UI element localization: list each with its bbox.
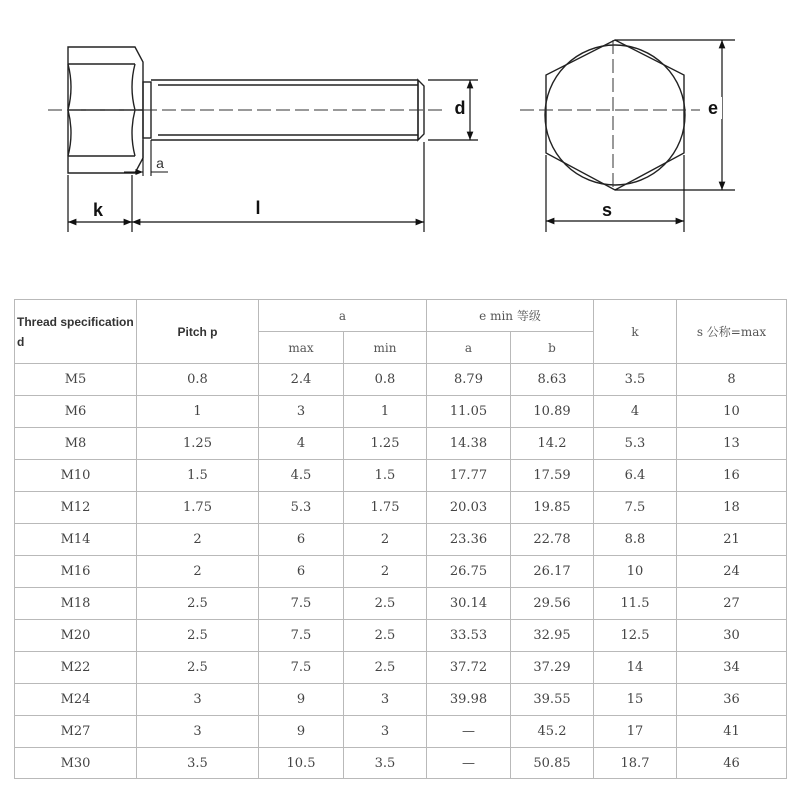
- a-max-cell: 9: [259, 684, 344, 716]
- s-cell: 21: [677, 524, 787, 556]
- s-cell: 8: [677, 364, 787, 396]
- e-min-a-cell: 11.05: [427, 396, 511, 428]
- k-cell: 10: [594, 556, 677, 588]
- a-min-cell: 3: [344, 684, 427, 716]
- header-thread-specification: [15, 300, 137, 364]
- a-min-cell: 2.5: [344, 588, 427, 620]
- pitch-cell: 3.5: [137, 748, 259, 779]
- table-row: [15, 556, 787, 588]
- a-max-cell: 7.5: [259, 588, 344, 620]
- a-min-cell: 1: [344, 396, 427, 428]
- a-max-cell: 4: [259, 428, 344, 460]
- s-cell: 16: [677, 460, 787, 492]
- pitch-cell: 1: [137, 396, 259, 428]
- dimension-d-label: d: [454, 98, 466, 118]
- dimension-l: [132, 142, 424, 232]
- dimension-a-label: a: [156, 155, 164, 171]
- a-min-cell: 1.75: [344, 492, 427, 524]
- pitch-cell: 1.5: [137, 460, 259, 492]
- bolt-specification-table: [14, 299, 787, 779]
- a-max-cell: 6: [259, 524, 344, 556]
- dimension-l-label: l: [255, 198, 261, 218]
- a-min-cell: 0.8: [344, 364, 427, 396]
- k-cell: 17: [594, 716, 677, 748]
- k-cell: 18.7: [594, 748, 677, 779]
- table-row: [15, 364, 787, 396]
- header-a: a: [259, 300, 427, 332]
- e-min-b-cell: 26.17: [511, 556, 594, 588]
- k-cell: 12.5: [594, 620, 677, 652]
- thread-size-cell: M27: [15, 716, 137, 748]
- table-row: [15, 396, 787, 428]
- k-cell: 15: [594, 684, 677, 716]
- s-cell: 27: [677, 588, 787, 620]
- a-max-cell: 10.5: [259, 748, 344, 779]
- thread-size-cell: M5: [15, 364, 137, 396]
- pitch-cell: 1.75: [137, 492, 259, 524]
- s-cell: 41: [677, 716, 787, 748]
- pitch-cell: 3: [137, 684, 259, 716]
- a-max-cell: 6: [259, 556, 344, 588]
- thread-size-cell: M30: [15, 748, 137, 779]
- table-row: [15, 460, 787, 492]
- e-min-a-cell: —: [427, 748, 511, 779]
- e-min-a-cell: 23.36: [427, 524, 511, 556]
- e-min-a-cell: 33.53: [427, 620, 511, 652]
- header-a-max: max: [259, 332, 344, 364]
- a-max-cell: 4.5: [259, 460, 344, 492]
- e-min-b-cell: 19.85: [511, 492, 594, 524]
- header-thread-label: Thread specification: [17, 314, 134, 329]
- e-min-a-cell: 37.72: [427, 652, 511, 684]
- header-a-min: min: [344, 332, 427, 364]
- a-min-cell: 1.5: [344, 460, 427, 492]
- s-cell: 24: [677, 556, 787, 588]
- pitch-cell: 2.5: [137, 588, 259, 620]
- a-min-cell: 2.5: [344, 652, 427, 684]
- e-min-b-cell: 32.95: [511, 620, 594, 652]
- e-min-a-cell: 17.77: [427, 460, 511, 492]
- pitch-cell: 1.25: [137, 428, 259, 460]
- s-cell: 36: [677, 684, 787, 716]
- header-e-grade-b: b: [511, 332, 594, 364]
- table-row: [15, 524, 787, 556]
- a-min-cell: 2.5: [344, 620, 427, 652]
- table-row: [15, 652, 787, 684]
- k-cell: 6.4: [594, 460, 677, 492]
- pitch-cell: 3: [137, 716, 259, 748]
- e-min-a-cell: 14.38: [427, 428, 511, 460]
- s-cell: 30: [677, 620, 787, 652]
- pitch-cell: 2: [137, 524, 259, 556]
- a-min-cell: 1.25: [344, 428, 427, 460]
- a-min-cell: 2: [344, 524, 427, 556]
- header-pitch: Pitch p: [137, 300, 259, 364]
- table-row: [15, 684, 787, 716]
- a-max-cell: 7.5: [259, 620, 344, 652]
- pitch-cell: 2.5: [137, 620, 259, 652]
- thread-size-cell: M8: [15, 428, 137, 460]
- thread-size-cell: M6: [15, 396, 137, 428]
- table-row: [15, 492, 787, 524]
- thread-size-cell: M18: [15, 588, 137, 620]
- a-min-cell: 2: [344, 556, 427, 588]
- k-cell: 8.8: [594, 524, 677, 556]
- e-min-b-cell: 29.56: [511, 588, 594, 620]
- thread-size-cell: M16: [15, 556, 137, 588]
- thread-size-cell: M10: [15, 460, 137, 492]
- e-min-b-cell: 17.59: [511, 460, 594, 492]
- e-min-b-cell: 50.85: [511, 748, 594, 779]
- thread-size-cell: M24: [15, 684, 137, 716]
- a-min-cell: 3.5: [344, 748, 427, 779]
- thread-size-cell: M12: [15, 492, 137, 524]
- thread-size-cell: M20: [15, 620, 137, 652]
- pitch-cell: 2.5: [137, 652, 259, 684]
- pitch-cell: 2: [137, 556, 259, 588]
- a-max-cell: 3: [259, 396, 344, 428]
- dimension-k-label: k: [92, 200, 104, 220]
- k-cell: 5.3: [594, 428, 677, 460]
- s-cell: 46: [677, 748, 787, 779]
- table-body: [15, 364, 787, 779]
- e-min-b-cell: 8.63: [511, 364, 594, 396]
- a-min-cell: 3: [344, 716, 427, 748]
- bolt-dimension-drawing: [0, 0, 800, 260]
- table-row: [15, 428, 787, 460]
- k-cell: 3.5: [594, 364, 677, 396]
- bolt-head-end-view: [520, 40, 700, 190]
- bolt-diagram-svg: [0, 0, 800, 260]
- table-header: [15, 300, 787, 364]
- table-row: [15, 588, 787, 620]
- k-cell: 4: [594, 396, 677, 428]
- a-max-cell: 7.5: [259, 652, 344, 684]
- s-cell: 34: [677, 652, 787, 684]
- e-min-a-cell: 26.75: [427, 556, 511, 588]
- s-cell: 13: [677, 428, 787, 460]
- e-min-a-cell: —: [427, 716, 511, 748]
- e-min-b-cell: 10.89: [511, 396, 594, 428]
- header-thread-d: d: [17, 334, 25, 349]
- a-max-cell: 5.3: [259, 492, 344, 524]
- s-cell: 18: [677, 492, 787, 524]
- dimension-s-label: s: [601, 200, 613, 220]
- e-min-b-cell: 14.2: [511, 428, 594, 460]
- k-cell: 11.5: [594, 588, 677, 620]
- header-e-min: e min 等级: [427, 300, 594, 332]
- thread-size-cell: M22: [15, 652, 137, 684]
- a-max-cell: 9: [259, 716, 344, 748]
- k-cell: 14: [594, 652, 677, 684]
- e-min-a-cell: 8.79: [427, 364, 511, 396]
- thread-size-cell: M14: [15, 524, 137, 556]
- table-row: [15, 620, 787, 652]
- e-min-b-cell: 37.29: [511, 652, 594, 684]
- e-min-b-cell: 45.2: [511, 716, 594, 748]
- s-cell: 10: [677, 396, 787, 428]
- e-min-b-cell: 22.78: [511, 524, 594, 556]
- e-min-a-cell: 20.03: [427, 492, 511, 524]
- k-cell: 7.5: [594, 492, 677, 524]
- a-max-cell: 2.4: [259, 364, 344, 396]
- pitch-cell: 0.8: [137, 364, 259, 396]
- table-row: [15, 716, 787, 748]
- header-k: k: [594, 300, 677, 364]
- dimension-e-label: e: [707, 98, 719, 118]
- header-e-grade-a: a: [427, 332, 511, 364]
- e-min-a-cell: 30.14: [427, 588, 511, 620]
- table-row: [15, 748, 787, 779]
- e-min-b-cell: 39.55: [511, 684, 594, 716]
- e-min-a-cell: 39.98: [427, 684, 511, 716]
- header-s: s 公称=max: [677, 300, 787, 364]
